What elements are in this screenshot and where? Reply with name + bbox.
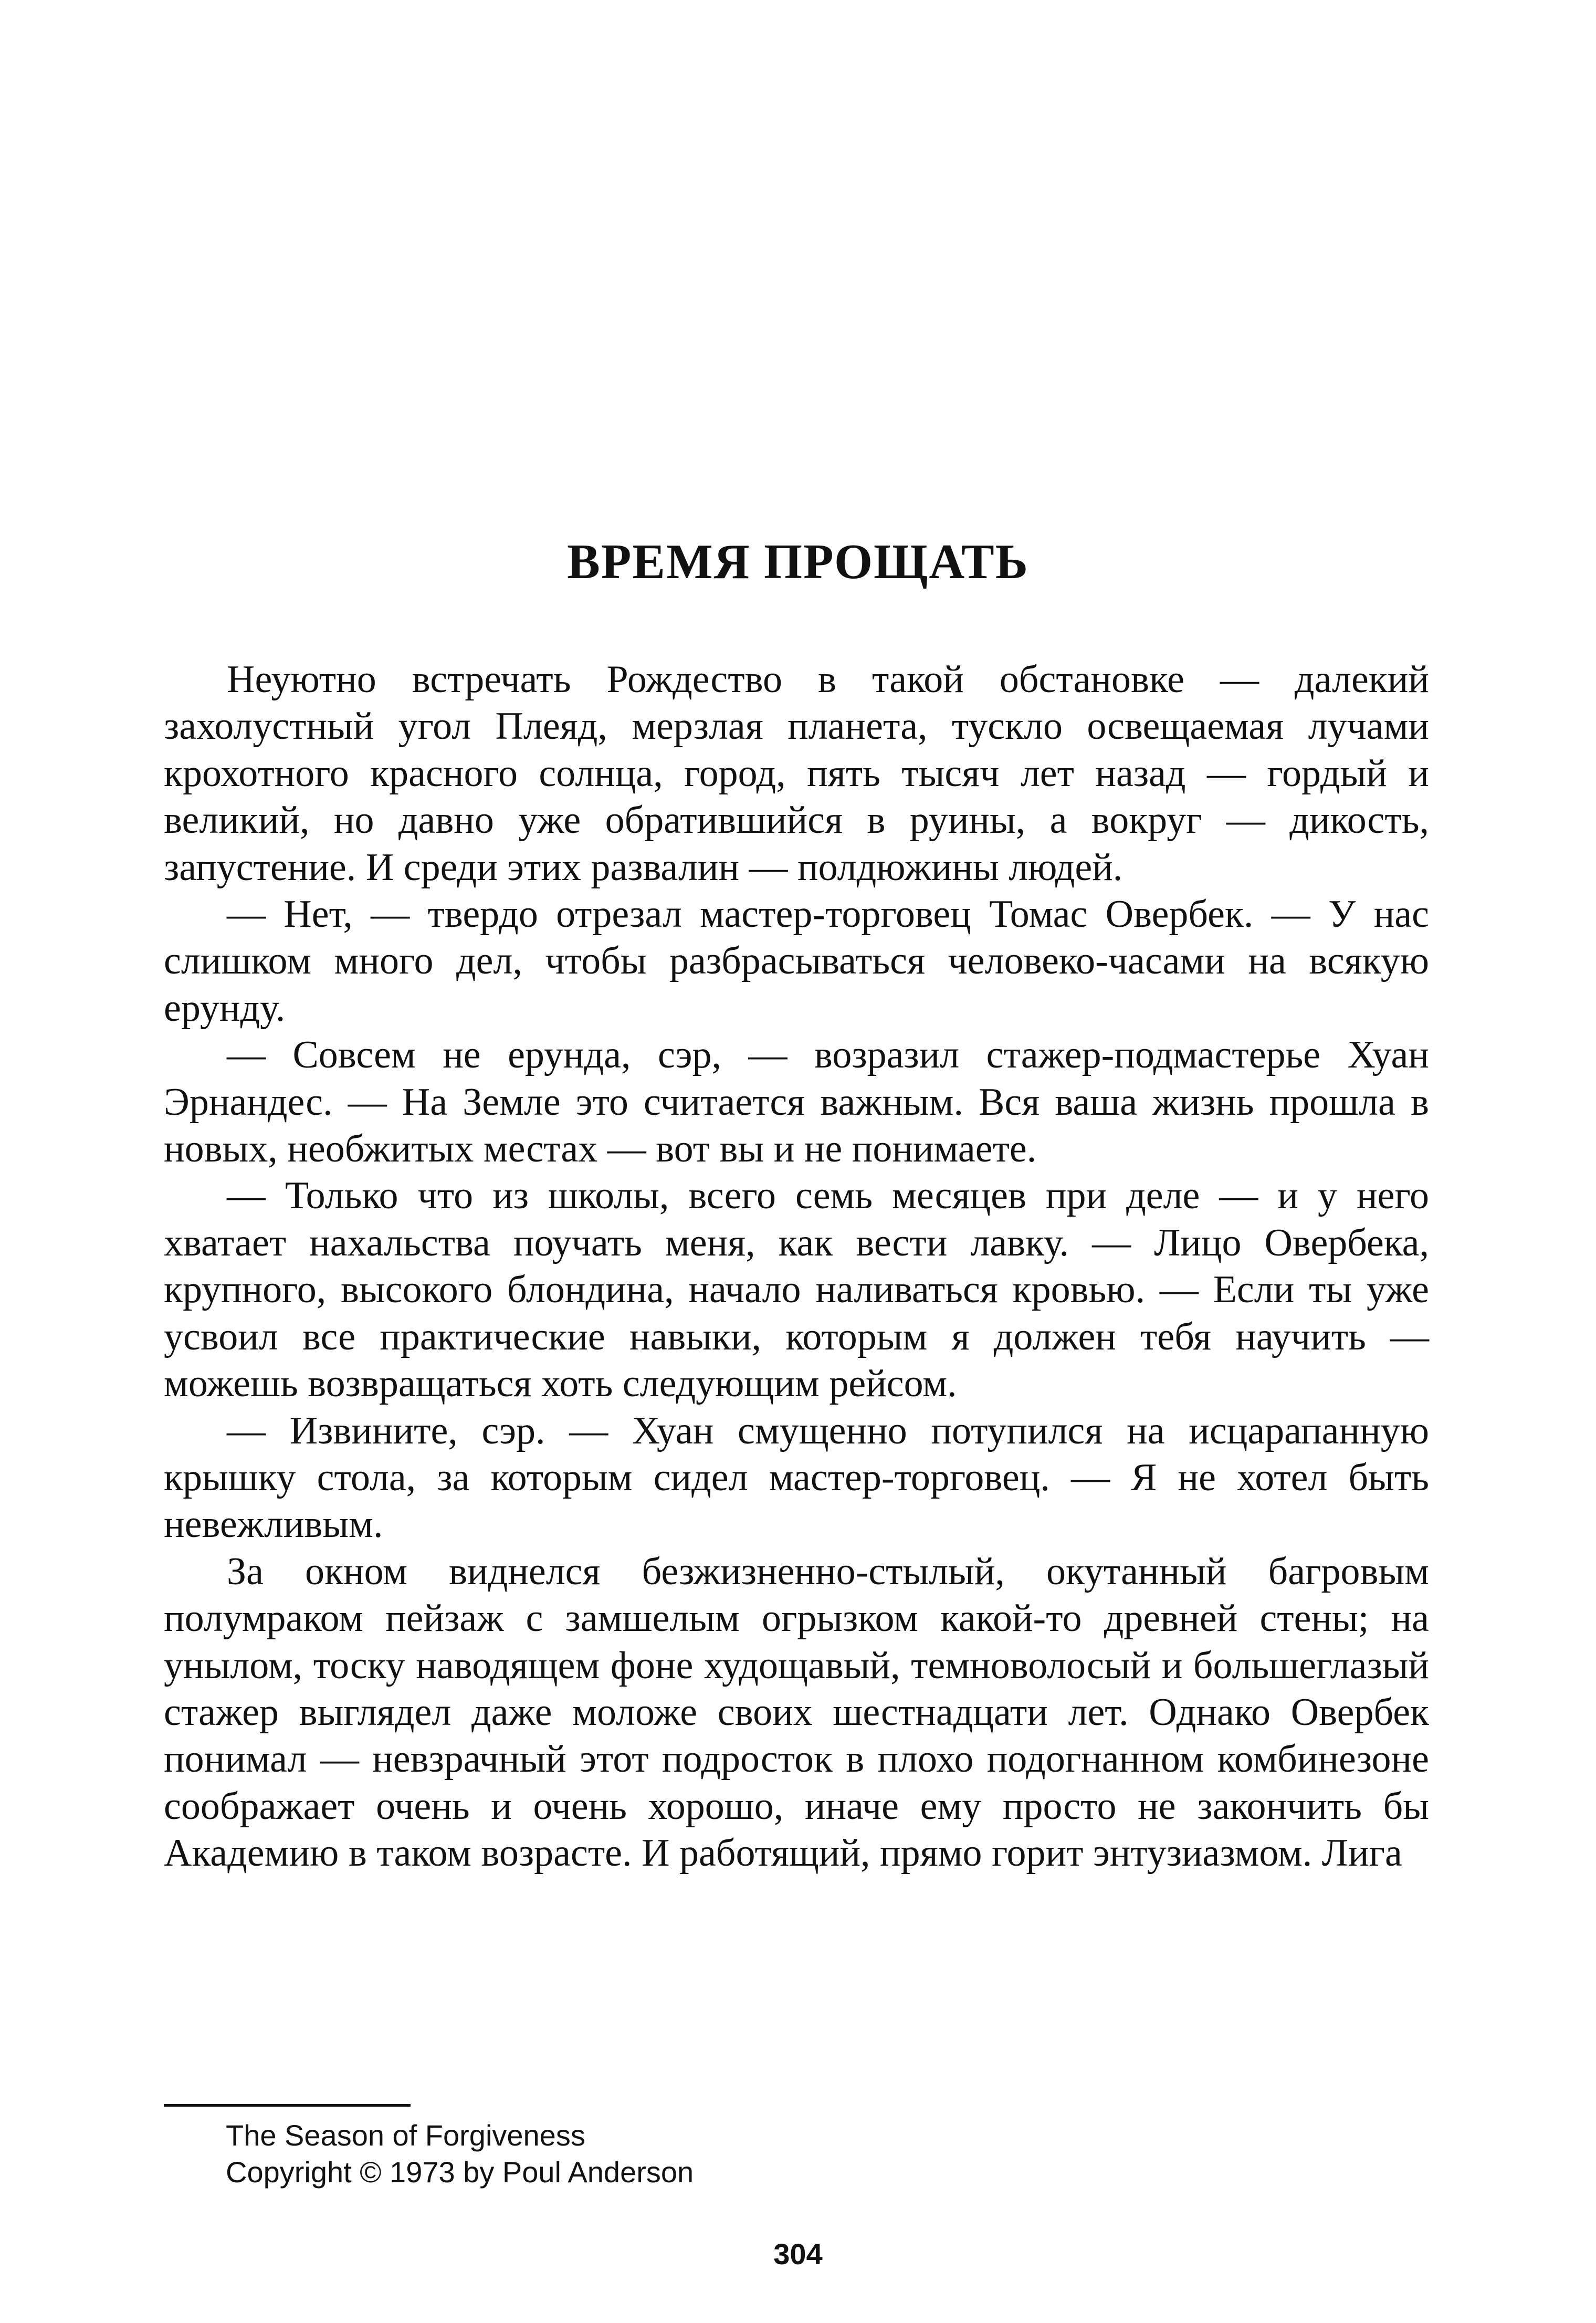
page-number: 304	[773, 2237, 823, 2270]
paragraph: Неуютно встречать Рождество в такой обстановке — далекий захолустный угол Плеяд, мерзлая планета, тускло освещаемая лучами крохотного красного солнца, город, пять тысяч лет назад — гордый и великий, но давно уже обратившийся в руины, а вокруг — дикость, запустение. И среди этих развалин — полдюжины людей.	[164, 658, 1429, 889]
paragraph: — Только что из школы, всего семь месяцев при деле — и у него хватает нахальства поучать меня, как вести лавку. — Лицо Овербека, крупного, высокого блондина, начало наливаться кровью. — Если ты уже усвоил все практические навыки, которым я должен тебя научить — можешь возвращаться хоть следующим рейсом.	[164, 1174, 1429, 1406]
footnote-copyright: Copyright © 1973 by Poul Anderson	[226, 2155, 694, 2189]
paragraph: — Извините, сэр. — Хуан смущенно потупился на исцарапанную крышку стола, за которым сидел мастер-торговец. — Я не хотел быть невежливым.	[164, 1409, 1429, 1546]
footnote	[226, 2117, 1118, 2191]
paragraph: За окном виднелся безжизненно-стылый, окутанный багровым полумраком пейзаж с замшелым огрызком какой-то древней стены; на унылом, тоску наводящем фоне худощавый, темноволосый и большеглазый стажер выглядел даже моложе своих шестнадцати лет. Однако Овербек понимал — невзрачный этот подросток в плохо подогнанном комбинезоне соображает очень и очень хорошо, иначе ему просто не закончить бы Академию в таком возрасте. И работящий, прямо горит энтузиазмом. Лига	[164, 1550, 1429, 1875]
chapter-title: ВРЕМЯ ПРОЩАТЬ	[567, 535, 1029, 589]
footnote-original-title: The Season of Forgiveness	[226, 2119, 585, 2152]
footnote-divider	[164, 2104, 411, 2107]
paragraph: — Совсем не ерунда, сэр, — возразил стажер-подмастерье Хуан Эрнандес. — На Земле это считается важным. Вся ваша жизнь прошла в новых, необжитых местах — вот вы и не понимаете.	[164, 1033, 1429, 1171]
body-text	[164, 656, 1429, 1877]
paragraph: — Нет, — твердо отрезал мастер-торговец Томас Овербек. — У нас слишком много дел, чтобы разбрасываться человеко-часами на всякую ерунду.	[164, 893, 1429, 1030]
